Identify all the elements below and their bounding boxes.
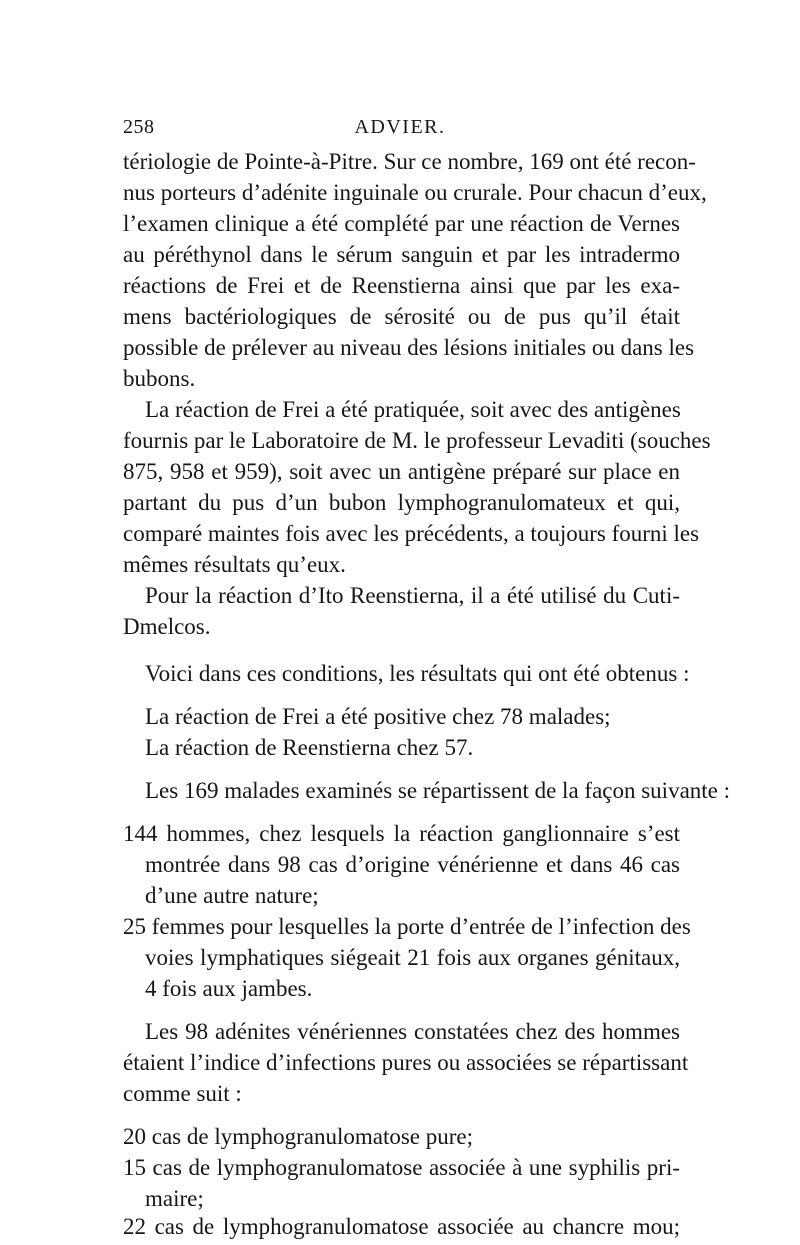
text-line: 25 femmes pour lesquelles la porte d’entrée de l’infection des bbox=[123, 914, 691, 939]
text-line: d’une autre nature; bbox=[145, 883, 319, 908]
text-line: 22 cas de lymphogranulomatose associée au chancre mou; bbox=[123, 1214, 680, 1239]
text-line: voies lymphatiques siégeait 21 fois aux organes génitaux, bbox=[145, 945, 680, 970]
text-line: Dmelcos. bbox=[123, 614, 211, 639]
text-line: maire; bbox=[145, 1186, 204, 1211]
text-line: La réaction de Reenstierna chez 57. bbox=[145, 735, 474, 760]
text-line: comme suit : bbox=[123, 1081, 242, 1106]
text-line: Pour la réaction d’Ito Reenstierna, il a été utilisé du Cuti- bbox=[145, 583, 680, 608]
running-title: ADVIER. bbox=[354, 116, 446, 138]
text-line: tériologie de Pointe-à-Pitre. Sur ce nombre, 169 ont été recon- bbox=[123, 149, 696, 174]
text-line: 4 fois aux jambes. bbox=[145, 976, 313, 1001]
text-line: bubons. bbox=[123, 366, 196, 391]
text-line: La réaction de Frei a été pratiquée, soit avec des antigènes bbox=[145, 397, 681, 422]
text-line: Les 169 malades examinés se répartissent de la façon suivante : bbox=[145, 778, 731, 803]
text-line: mêmes résultats qu’eux. bbox=[123, 552, 346, 577]
text-line: mens bactériologiques de sérosité ou de pus qu’il était bbox=[123, 304, 680, 329]
text-line: Les 98 adénites vénériennes constatées chez des hommes bbox=[145, 1019, 680, 1044]
text-line: 20 cas de lymphogranulomatose pure; bbox=[123, 1124, 474, 1149]
text-line: comparé maintes fois avec les précédents, a toujours fourni les bbox=[123, 521, 700, 546]
text-line: 875, 958 et 959), soit avec un antigène préparé sur place en bbox=[123, 459, 680, 484]
text-line: étaient l’indice d’infections pures ou associées se répartissant bbox=[123, 1050, 689, 1075]
text-line: 15 cas de lymphogranulomatose associée à une syphilis pri- bbox=[123, 1155, 680, 1180]
text-line: La réaction de Frei a été positive chez 78 malades; bbox=[145, 704, 611, 729]
text-line: l’examen clinique a été complété par une réaction de Vernes bbox=[123, 211, 680, 236]
text-line: réactions de Frei et de Reenstierna ainsi que par les exa- bbox=[123, 273, 680, 298]
page-number: 258 bbox=[123, 116, 155, 138]
text-line: Voici dans ces conditions, les résultats qui ont été obtenus : bbox=[145, 661, 690, 686]
text-line: fournis par le Laboratoire de M. le professeur Levaditi (souches bbox=[123, 428, 711, 453]
text-line: au péréthynol dans le sérum sanguin et par les intradermo bbox=[123, 242, 680, 267]
text-line: partant du pus d’un bubon lymphogranulomateux et qui, bbox=[123, 490, 680, 515]
text-line: montrée dans 98 cas d’origine vénérienne et dans 46 cas bbox=[145, 852, 680, 877]
text-line: possible de prélever au niveau des lésions initiales ou dans les bbox=[123, 335, 695, 360]
text-line: nus porteurs d’adénite inguinale ou crurale. Pour chacun d’eux, bbox=[123, 180, 707, 205]
text-line: 144 hommes, chez lesquels la réaction ganglionnaire s’est bbox=[123, 821, 680, 846]
